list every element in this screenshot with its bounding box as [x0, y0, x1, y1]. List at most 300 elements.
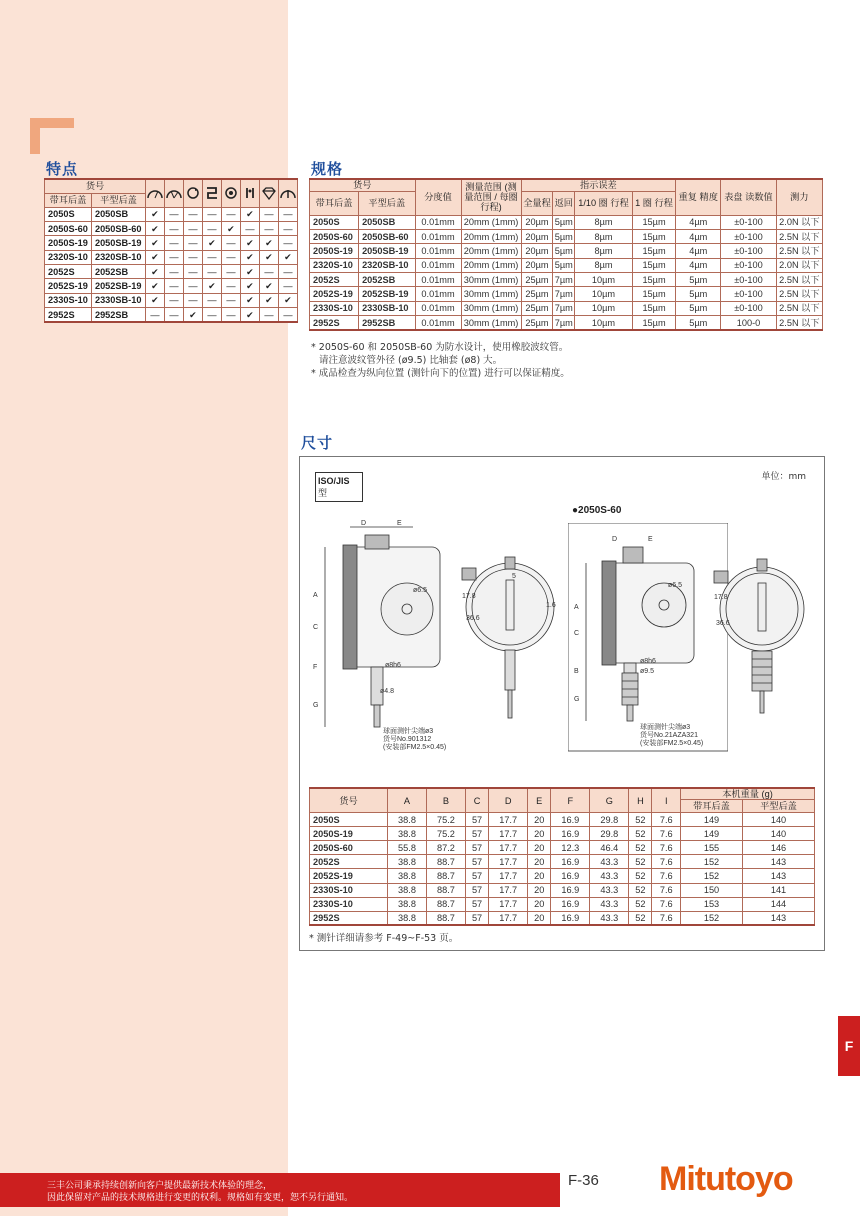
feature-mark: ✔	[260, 293, 279, 307]
feature-mark: —	[184, 265, 203, 279]
feature-mark: ✔	[279, 293, 298, 307]
spec-value: 0.01mm	[415, 273, 461, 287]
spec-value: 20mm (1mm)	[461, 258, 521, 272]
dim-value: 7.6	[652, 841, 681, 855]
table-row	[310, 827, 815, 841]
spec-value: 20µm	[521, 215, 553, 229]
spec-value: ±0-100	[721, 244, 776, 258]
footer-line-2: 因此保留对产品的技术规格进行变更的权利。规格如有变更，恕不另行通知。	[47, 1192, 354, 1203]
feature-mark: —	[279, 236, 298, 250]
dim-value: 16.9	[551, 855, 590, 869]
dims-header-f: F	[551, 788, 590, 813]
model-flat: 2952SB	[91, 308, 145, 322]
dim-value: 57	[465, 813, 488, 827]
dim-value: 17.7	[489, 841, 528, 855]
iso-type-label: ISO/JIS	[318, 476, 350, 486]
page-number: F-36	[568, 1172, 599, 1189]
dim-value: 38.8	[388, 855, 427, 869]
variant-dim-b: B	[574, 668, 579, 675]
dim-value: 7.6	[652, 869, 681, 883]
dims-note: * 测针详细请参考 F-49~F-53 页。	[309, 933, 459, 944]
feature-mark: —	[279, 279, 298, 293]
table-row	[310, 841, 815, 855]
spec-value: 20mm (1mm)	[461, 229, 521, 243]
feature-mark: —	[146, 308, 165, 322]
dim-value: 7.6	[652, 827, 681, 841]
model-code: 2330SB-10	[359, 301, 415, 315]
dim-value: 17.7	[489, 897, 528, 911]
spec-value: 0.01mm	[415, 301, 461, 315]
spec-value: 30mm (1mm)	[461, 316, 521, 330]
dim-value: 38.8	[388, 869, 427, 883]
dim-value: 16.9	[551, 813, 590, 827]
spec-value: 15µm	[632, 287, 675, 301]
feature-mark: —	[165, 250, 184, 264]
spec-value: ±0-100	[721, 301, 776, 315]
spec-value: 4µm	[676, 244, 721, 258]
table-row	[45, 265, 298, 279]
dim-value: 43.3	[590, 883, 629, 897]
spec-value: 30mm (1mm)	[461, 273, 521, 287]
dim-value: 38.8	[388, 883, 427, 897]
spec-value: 8µm	[575, 215, 633, 229]
model-code: 2052S	[310, 273, 359, 287]
spec-value: 20µm	[521, 244, 553, 258]
model-code: 2050S-19	[310, 827, 388, 841]
spec-value: 0.01mm	[415, 215, 461, 229]
model-code: 2050SB-19	[359, 244, 415, 258]
feature-mark: ✔	[146, 293, 165, 307]
table-row	[310, 273, 823, 287]
spec-error-header: 指示误差	[521, 179, 676, 191]
model-code: 2052SB	[359, 273, 415, 287]
variant-radius2: 36.6	[716, 620, 730, 627]
feature-mark: ✔	[222, 221, 241, 235]
dim-value: 7.6	[652, 911, 681, 925]
feature-mark: ✔	[184, 308, 203, 322]
dim-value: 75.2	[426, 813, 465, 827]
spec-value: 10µm	[575, 316, 633, 330]
spec-value: 30mm (1mm)	[461, 301, 521, 315]
model-ear: 2330S-10	[45, 293, 92, 307]
dim-value: 43.3	[590, 869, 629, 883]
feature-mark: —	[222, 265, 241, 279]
feature-mark: —	[260, 207, 279, 221]
spec-value: 30mm (1mm)	[461, 287, 521, 301]
stylus-note-2: 货号No.901312	[383, 736, 432, 743]
dim-value: 20	[528, 869, 551, 883]
feature-mark: —	[222, 293, 241, 307]
spec-value: 15µm	[632, 244, 675, 258]
dim-value: 149	[681, 827, 743, 841]
model-ear: 2050S	[45, 207, 92, 221]
feature-mark: —	[184, 207, 203, 221]
spec-value: 0.01mm	[415, 258, 461, 272]
model-code: 2050SB-60	[359, 229, 415, 243]
spec-ear-header: 带耳后盖	[310, 191, 359, 215]
dim-value: 29.8	[590, 813, 629, 827]
features-ear-header: 带耳后盖	[45, 193, 92, 207]
feature-mark: —	[203, 265, 222, 279]
dim-value: 17.7	[489, 813, 528, 827]
table-row	[45, 236, 298, 250]
table-row	[310, 215, 823, 229]
table-row	[310, 813, 815, 827]
feature-mark: —	[165, 265, 184, 279]
table-row	[310, 316, 823, 330]
dim-value: 152	[681, 911, 743, 925]
spec-value: 2.5N 以下	[776, 244, 822, 258]
dim-value: 17.7	[489, 869, 528, 883]
spec-value: 5µm	[676, 273, 721, 287]
dims-header-g: G	[590, 788, 629, 813]
spec-value: 25µm	[521, 301, 553, 315]
radius-label: 17.8	[462, 593, 476, 600]
dim-value: 52	[629, 841, 652, 855]
table-row	[45, 279, 298, 293]
model-flat: 2050SB-19	[91, 236, 145, 250]
dim-value: 152	[681, 855, 743, 869]
feature-mark: ✔	[146, 236, 165, 250]
feature-mark: ✔	[203, 279, 222, 293]
spec-full-header: 全量程	[521, 191, 553, 215]
feature-mark: ✔	[241, 308, 260, 322]
dim-c-label: C	[313, 624, 319, 631]
feature-mark: —	[222, 279, 241, 293]
dim-value: 152	[681, 869, 743, 883]
dim-value: 88.7	[426, 869, 465, 883]
spec-one-header: 1 圈 行程	[632, 191, 675, 215]
table-row	[310, 855, 815, 869]
dim-value: 57	[465, 883, 488, 897]
dims-header-i: I	[652, 788, 681, 813]
dim-value: 12.3	[551, 841, 590, 855]
model-code: 2050SB	[359, 215, 415, 229]
spec-value: 0.01mm	[415, 287, 461, 301]
model-code: 2050S-60	[310, 229, 359, 243]
dim-value: 17.7	[489, 827, 528, 841]
spec-value: 2.0N 以下	[776, 258, 822, 272]
feature-mark: ✔	[241, 207, 260, 221]
spec-value: 20mm (1mm)	[461, 244, 521, 258]
feature-mark: ✔	[260, 250, 279, 264]
model-code: 2952S	[310, 911, 388, 925]
dim-value: 20	[528, 911, 551, 925]
feature-mark: —	[184, 236, 203, 250]
dim-value: 57	[465, 911, 488, 925]
spec-value: 8µm	[575, 244, 633, 258]
dims-weight-flat: 平型后盖	[743, 800, 815, 813]
table-row	[45, 293, 298, 307]
dim-value: 20	[528, 813, 551, 827]
variant-stylus-3: (安装部FM2.5×0.45)	[640, 740, 704, 747]
dim-value: 150	[681, 883, 743, 897]
dimensions-box	[299, 456, 825, 951]
spec-value: 15µm	[632, 301, 675, 315]
model-code: 2052S	[310, 855, 388, 869]
spec-value: 5µm	[553, 229, 575, 243]
model-code: 2320SB-10	[359, 258, 415, 272]
table-row	[310, 869, 815, 883]
stylus-note-3: (安装部FM2.5×0.45)	[383, 744, 447, 751]
spec-rep-header: 重复 精度	[676, 179, 721, 215]
variant-phi95: ø9.5	[640, 668, 655, 675]
dim-value: 38.8	[388, 897, 427, 911]
dims-header-c: C	[465, 788, 488, 813]
stylus-note-1: 球面测针尖端ø3	[383, 728, 434, 735]
feature-mark: —	[184, 221, 203, 235]
dim-value: 57	[465, 855, 488, 869]
feature-mark: —	[279, 221, 298, 235]
table-row	[310, 301, 823, 315]
feature-mark: —	[165, 221, 184, 235]
dim-16-label: 1.6	[546, 602, 556, 609]
spec-value: 25µm	[521, 287, 553, 301]
dim-value: 43.3	[590, 897, 629, 911]
feature-mark: —	[184, 250, 203, 264]
model-code: 2952S	[310, 316, 359, 330]
dim-value: 16.9	[551, 911, 590, 925]
feature-mark: —	[165, 279, 184, 293]
feature-mark: —	[165, 308, 184, 322]
feature-mark: ✔	[146, 265, 165, 279]
dim-value: 57	[465, 827, 488, 841]
spec-model-header: 货号	[310, 179, 416, 191]
dim-value: 29.8	[590, 827, 629, 841]
dim-value: 17.7	[489, 883, 528, 897]
section-corner-mark	[30, 118, 74, 154]
spec-value: 8µm	[575, 229, 633, 243]
feature-mark: ✔	[203, 236, 222, 250]
variant-dim-e: E	[648, 536, 653, 543]
variant-front-drawing	[712, 547, 812, 732]
feature-mark: ✔	[279, 250, 298, 264]
feature-mark: —	[222, 236, 241, 250]
table-row	[310, 287, 823, 301]
spec-value: ±0-100	[721, 273, 776, 287]
model-ear: 2050S-19	[45, 236, 92, 250]
feature-mark: —	[222, 207, 241, 221]
dim-value: 140	[743, 827, 815, 841]
dim-value: 7.6	[652, 883, 681, 897]
feature-mark: ✔	[146, 250, 165, 264]
model-ear: 2052S-19	[45, 279, 92, 293]
dim-g-label: G	[313, 702, 319, 709]
model-ear: 2052S	[45, 265, 92, 279]
model-flat: 2320SB-10	[91, 250, 145, 264]
dims-header-e: E	[528, 788, 551, 813]
dim-value: 7.6	[652, 897, 681, 911]
variant-dim-d: D	[612, 536, 618, 543]
spec-note: 请注意波纹管外径 (ø9.5) 比轴套 (ø8) 大。	[319, 355, 503, 366]
spec-value: ±0-100	[721, 229, 776, 243]
table-row	[310, 229, 823, 243]
mitutoyo-logo: Mitutoyo	[659, 1160, 793, 1198]
feature-mark: —	[184, 293, 203, 307]
dim-value: 52	[629, 897, 652, 911]
dim-value: 43.3	[590, 911, 629, 925]
dim-value: 17.7	[489, 911, 528, 925]
model-ear: 2952S	[45, 308, 92, 322]
dim-value: 20	[528, 827, 551, 841]
spec-flat-header: 平型后盖	[359, 191, 415, 215]
spec-value: 2.5N 以下	[776, 316, 822, 330]
model-ear: 2050S-60	[45, 221, 92, 235]
model-flat: 2050SB-60	[91, 221, 145, 235]
spec-value: 7µm	[553, 316, 575, 330]
dial-face-icon	[146, 179, 165, 207]
spec-value: 0.01mm	[415, 316, 461, 330]
feature-mark: —	[279, 265, 298, 279]
table-row	[45, 308, 298, 322]
feature-mark: —	[260, 265, 279, 279]
table-row	[310, 897, 815, 911]
dim-value: 52	[629, 883, 652, 897]
dim-value: 146	[743, 841, 815, 855]
spec-value: 5µm	[553, 258, 575, 272]
model-code: 2052S-19	[310, 869, 388, 883]
feature-mark: —	[222, 250, 241, 264]
variant-side-drawing	[568, 523, 728, 753]
model-flat: 2052SB	[91, 265, 145, 279]
dim-value: 88.7	[426, 897, 465, 911]
spec-value: 8µm	[575, 258, 633, 272]
spec-value: 15µm	[632, 316, 675, 330]
spec-value: ±0-100	[721, 215, 776, 229]
model-code: 2050S	[310, 215, 359, 229]
dim-value: 52	[629, 869, 652, 883]
spec-value: 20µm	[521, 229, 553, 243]
spec-value: ±0-100	[721, 258, 776, 272]
feature-mark: —	[184, 279, 203, 293]
spec-value: 2.0N 以下	[776, 215, 822, 229]
unit-label: 单位：mm	[761, 472, 806, 482]
model-code: 2052S-19	[310, 287, 359, 301]
front-view-drawing	[460, 542, 560, 732]
phi48-label: ø4.8	[380, 688, 395, 695]
model-ear: 2320S-10	[45, 250, 92, 264]
jewel-bearing-icon	[260, 179, 279, 207]
dimensions-table	[309, 787, 815, 926]
dim-value: 38.8	[388, 827, 427, 841]
spec-value: 4µm	[676, 215, 721, 229]
dims-weight-ear: 带耳后盖	[681, 800, 743, 813]
dim-value: 46.4	[590, 841, 629, 855]
features-model-header: 货号	[45, 179, 146, 193]
lifting-lever-icon	[203, 179, 222, 207]
dim-value: 57	[465, 897, 488, 911]
dim-f-label: F	[313, 664, 318, 671]
feature-mark: —	[203, 250, 222, 264]
dim-value: 140	[743, 813, 815, 827]
model-flat: 2050SB	[91, 207, 145, 221]
spec-value: 0.01mm	[415, 244, 461, 258]
feature-mark: ✔	[146, 207, 165, 221]
feature-mark: —	[222, 308, 241, 322]
variant-label: ●2050S-60	[572, 505, 622, 516]
dim-a-label: A	[313, 592, 318, 599]
specs-table	[309, 178, 823, 331]
dim-value: 16.9	[551, 883, 590, 897]
spec-value: 10µm	[575, 287, 633, 301]
dim-value: 87.2	[426, 841, 465, 855]
dim-value: 57	[465, 869, 488, 883]
spec-value: ±0-100	[721, 287, 776, 301]
spec-range-header: 测量范围 (测量范围 / 每圈行程)	[461, 179, 521, 215]
spec-value: 0.01mm	[415, 229, 461, 243]
footer-disclaimer	[47, 1181, 353, 1204]
dim-value: 52	[629, 813, 652, 827]
feature-mark: ✔	[146, 221, 165, 235]
feature-mark: —	[279, 207, 298, 221]
dim-value: 20	[528, 897, 551, 911]
spec-value: 7µm	[553, 287, 575, 301]
table-row	[45, 207, 298, 221]
spec-value: 2.5N 以下	[776, 229, 822, 243]
dim-value: 75.2	[426, 827, 465, 841]
feature-mark: —	[203, 293, 222, 307]
dim-value: 20	[528, 841, 551, 855]
model-code: 2050S-60	[310, 841, 388, 855]
spec-value: 7µm	[553, 273, 575, 287]
feature-mark: ✔	[241, 293, 260, 307]
spec-value: 5µm	[676, 301, 721, 315]
dimensions-title: 尺寸	[301, 434, 334, 452]
feature-mark: —	[203, 308, 222, 322]
spec-value: 4µm	[676, 258, 721, 272]
dim-value: 88.7	[426, 911, 465, 925]
dim-value: 88.7	[426, 883, 465, 897]
feature-mark: —	[260, 221, 279, 235]
spec-value: 15µm	[632, 273, 675, 287]
spec-value: 7µm	[553, 301, 575, 315]
spec-value: 5µm	[553, 244, 575, 258]
dim-value: 7.6	[652, 813, 681, 827]
variant-dim-g: G	[574, 696, 580, 703]
variant-stylus-1: 球面测针尖端ø3	[640, 724, 691, 731]
features-title: 特点	[46, 160, 79, 178]
limit-hand-icon	[279, 179, 298, 207]
variant-phi65: ø6.5	[668, 582, 683, 589]
dims-header-a: A	[388, 788, 427, 813]
dim-value: 144	[743, 897, 815, 911]
spec-value: 20mm (1mm)	[461, 215, 521, 229]
spec-value: 15µm	[632, 258, 675, 272]
dim-value: 143	[743, 855, 815, 869]
dim-value: 155	[681, 841, 743, 855]
dim-value: 52	[629, 855, 652, 869]
table-row	[45, 221, 298, 235]
feature-mark: ✔	[260, 279, 279, 293]
model-code: 2050S	[310, 813, 388, 827]
spec-value: 10µm	[575, 273, 633, 287]
model-code: 2050S-19	[310, 244, 359, 258]
feature-mark: —	[165, 236, 184, 250]
dim-value: 143	[743, 869, 815, 883]
spec-value: 5µm	[553, 215, 575, 229]
revolution-counter-icon	[184, 179, 203, 207]
dims-header-h: H	[629, 788, 652, 813]
dim-value: 20	[528, 855, 551, 869]
model-flat: 2052SB-19	[91, 279, 145, 293]
spec-value: 100-0	[721, 316, 776, 330]
table-row	[310, 911, 815, 925]
feature-mark: ✔	[241, 265, 260, 279]
spec-value: 2.5N 以下	[776, 287, 822, 301]
section-f-tab[interactable]: F	[838, 1016, 860, 1076]
feature-mark: ✔	[146, 279, 165, 293]
table-row	[310, 258, 823, 272]
